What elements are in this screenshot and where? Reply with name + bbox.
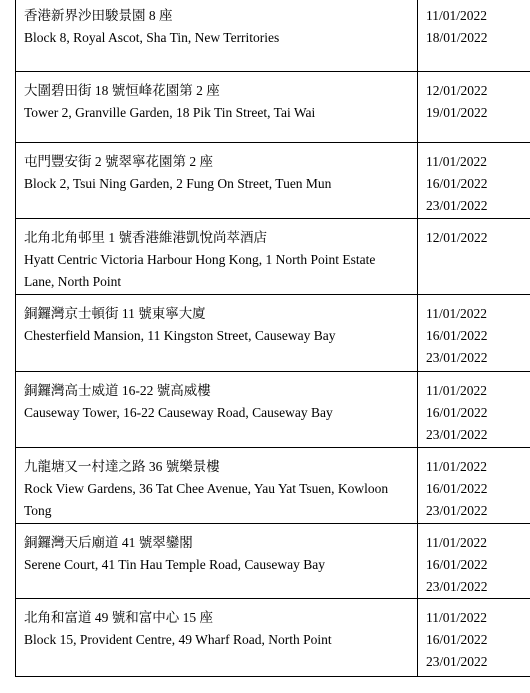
date-value: 16/01/2022 [426, 328, 488, 343]
table-row [16, 524, 530, 599]
date-value: 12/01/2022 [426, 230, 488, 245]
table-row [16, 599, 530, 677]
address-chinese: 北角和富道 49 號和富中心 15 座 [24, 610, 213, 625]
dates-cell [418, 0, 530, 72]
date-value: 18/01/2022 [426, 30, 488, 45]
address-english: Block 2, Tsui Ning Garden, 2 Fung On Street, Tuen Mun [24, 176, 332, 191]
building-list-table [15, 0, 530, 677]
address-cell [16, 0, 418, 72]
address-cell [16, 599, 418, 677]
dates-cell [418, 599, 530, 677]
dates-cell [418, 143, 530, 219]
date-value: 11/01/2022 [426, 306, 488, 321]
address-english: Tower 2, Granville Garden, 18 Pik Tin Street, Tai Wai [24, 105, 316, 120]
address-english: Block 8, Royal Ascot, Sha Tin, New Territories [24, 30, 280, 45]
dates-cell [418, 295, 530, 372]
date-value: 23/01/2022 [426, 654, 488, 669]
address-chinese: 屯門豐安街 2 號翠寧花園第 2 座 [24, 154, 213, 169]
date-value: 11/01/2022 [426, 383, 488, 398]
table-row [16, 448, 530, 524]
address-cell [16, 448, 418, 524]
table-row [16, 372, 530, 448]
date-value: 23/01/2022 [426, 579, 488, 594]
address-cell [16, 219, 418, 295]
dates-cell [418, 372, 530, 448]
table-row [16, 0, 530, 72]
address-chinese: 北角北角邨里 1 號香港維港凱悅尚萃酒店 [24, 230, 267, 245]
address-english: Chesterfield Mansion, 11 Kingston Street, Causeway Bay [24, 328, 336, 343]
address-chinese: 銅鑼灣京士頓街 11 號東寧大廈 [24, 306, 206, 321]
table-row [16, 143, 530, 219]
date-value: 11/01/2022 [426, 535, 488, 550]
table-row [16, 295, 530, 372]
address-chinese: 香港新界沙田駿景園 8 座 [24, 8, 173, 23]
date-value: 16/01/2022 [426, 632, 488, 647]
address-cell [16, 524, 418, 599]
date-value: 12/01/2022 [426, 83, 488, 98]
table-row [16, 72, 530, 143]
date-value: 23/01/2022 [426, 503, 488, 518]
table-row [16, 219, 530, 295]
dates-cell [418, 72, 530, 143]
date-value: 11/01/2022 [426, 610, 488, 625]
address-chinese: 九龍塘又一村達之路 36 號樂景樓 [24, 459, 220, 474]
date-value: 23/01/2022 [426, 350, 488, 365]
address-chinese: 銅鑼灣高士威道 16-22 號高威樓 [24, 383, 211, 398]
date-value: 11/01/2022 [426, 8, 488, 23]
address-cell [16, 72, 418, 143]
address-english: Causeway Tower, 16-22 Causeway Road, Causeway Bay [24, 405, 333, 420]
address-chinese: 大圍碧田街 18 號恒峰花園第 2 座 [24, 83, 220, 98]
date-value: 16/01/2022 [426, 405, 488, 420]
dates-cell [418, 219, 530, 295]
date-value: 11/01/2022 [426, 154, 488, 169]
address-cell [16, 295, 418, 372]
date-value: 23/01/2022 [426, 198, 488, 213]
date-value: 16/01/2022 [426, 557, 488, 572]
dates-cell [418, 448, 530, 524]
date-value: 16/01/2022 [426, 176, 488, 191]
address-cell [16, 372, 418, 448]
date-value: 19/01/2022 [426, 105, 488, 120]
address-english: Block 15, Provident Centre, 49 Wharf Road, North Point [24, 632, 332, 647]
address-english: Hyatt Centric Victoria Harbour Hong Kong, 1 North Point Estate Lane, North Point [24, 252, 376, 289]
date-value: 23/01/2022 [426, 427, 488, 442]
address-chinese: 銅鑼灣天后廟道 41 號翠鑾閣 [24, 535, 193, 550]
date-value: 11/01/2022 [426, 459, 488, 474]
dates-cell [418, 524, 530, 599]
date-value: 16/01/2022 [426, 481, 488, 496]
address-cell [16, 143, 418, 219]
address-english: Rock View Gardens, 36 Tat Chee Avenue, Yau Yat Tsuen, Kowloon Tong [24, 481, 389, 518]
address-english: Serene Court, 41 Tin Hau Temple Road, Causeway Bay [24, 557, 326, 572]
